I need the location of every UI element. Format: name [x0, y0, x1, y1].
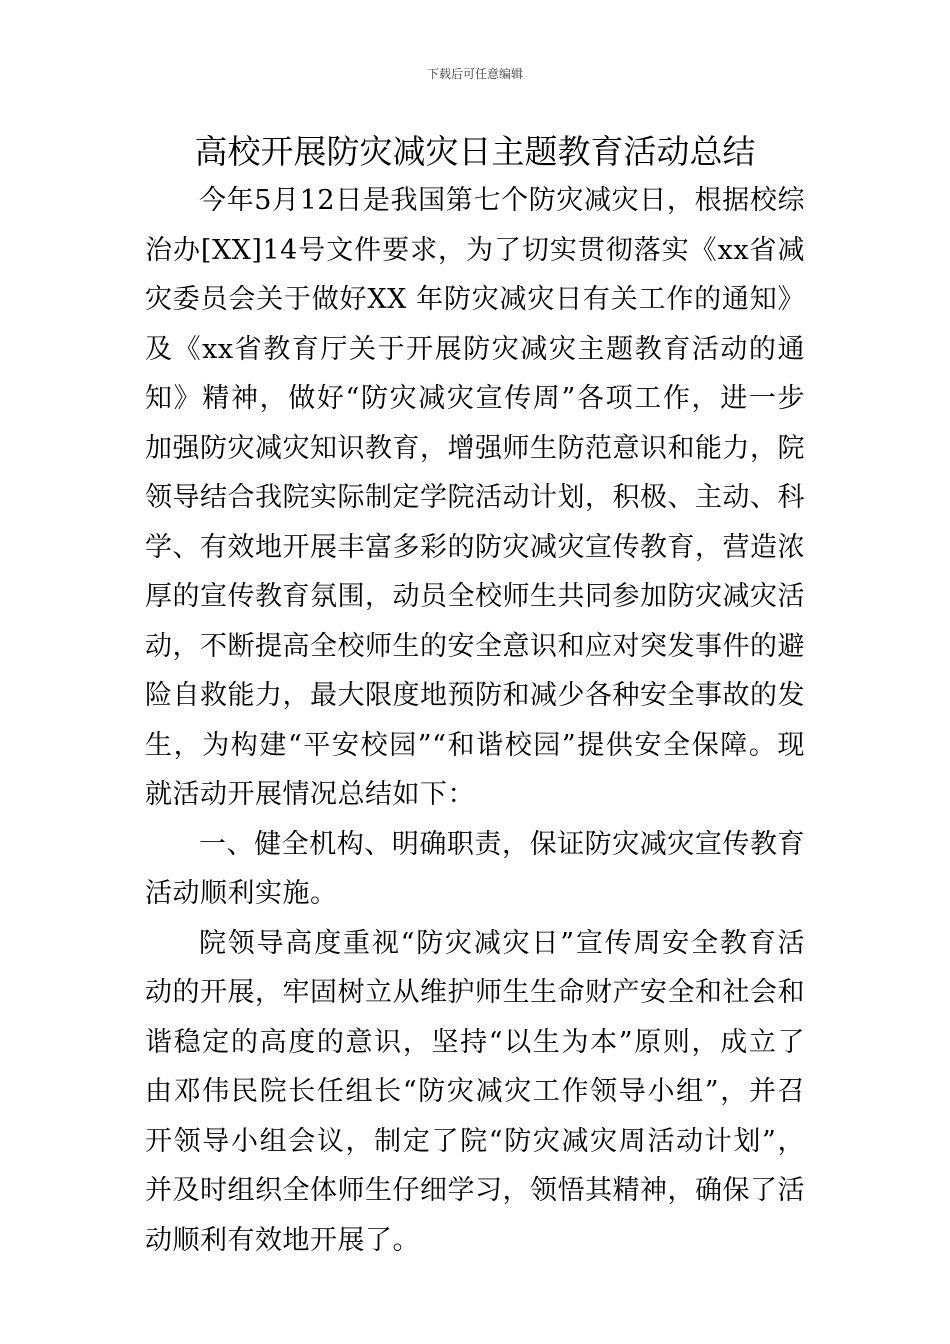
document-title: 高校开展防灾减灾日主题教育活动总结 [194, 132, 756, 171]
paragraph-leadership: 院领导高度重视“防灾减灾日”宣传周安全教育活动的开展，牢固树立从维护师生生命财产安全和社会和谐稳定的高度的意识，坚持“以生为本”原则，成立了由邓伟民院长任组长“防灾减灾工作领导小组”，并召开领导小组会议，制定了院“防灾减灾周活动计划”，并及时组织全体师生仔细学习，领悟其精神，确保了活动顺利有效地开展了。 [145, 927, 805, 1256]
paragraph-intro: 今年5月12日是我国第七个防灾减灾日，根据校综治办[XX]14号文件要求，为了切实贯彻落实《xx省减灾委员会关于做好XX 年防灾减灾日有关工作的通知》及《xx省教育厅关于开展防灾减灾主题教育活动的通知》精神，做好“防灾减灾宣传周”各项工作，进一步加强防灾减灾知识教育，增强师生防范意识和能力，院领导结合我院实际制定学院活动计划，积极、主动、科学、有效地开展丰富多彩的防灾减灾宣传教育，营造浓厚的宣传教育氛围，动员全校师生共同参加防灾减灾活动，不断提高全校师生的安全意识和应对突发事件的避险自救能力，最大限度地预防和减少各种安全事故的发生，为构建“平安校园”“和谐校园”提供安全保障。现就活动开展情况总结如下： [145, 185, 805, 810]
paragraph-section-heading: 一、健全机构、明确职责，保证防灾减灾宣传教育活动顺利实施。 [145, 828, 805, 909]
header-note: 下载后可任意编辑 [426, 67, 523, 81]
document-body [145, 176, 805, 1265]
